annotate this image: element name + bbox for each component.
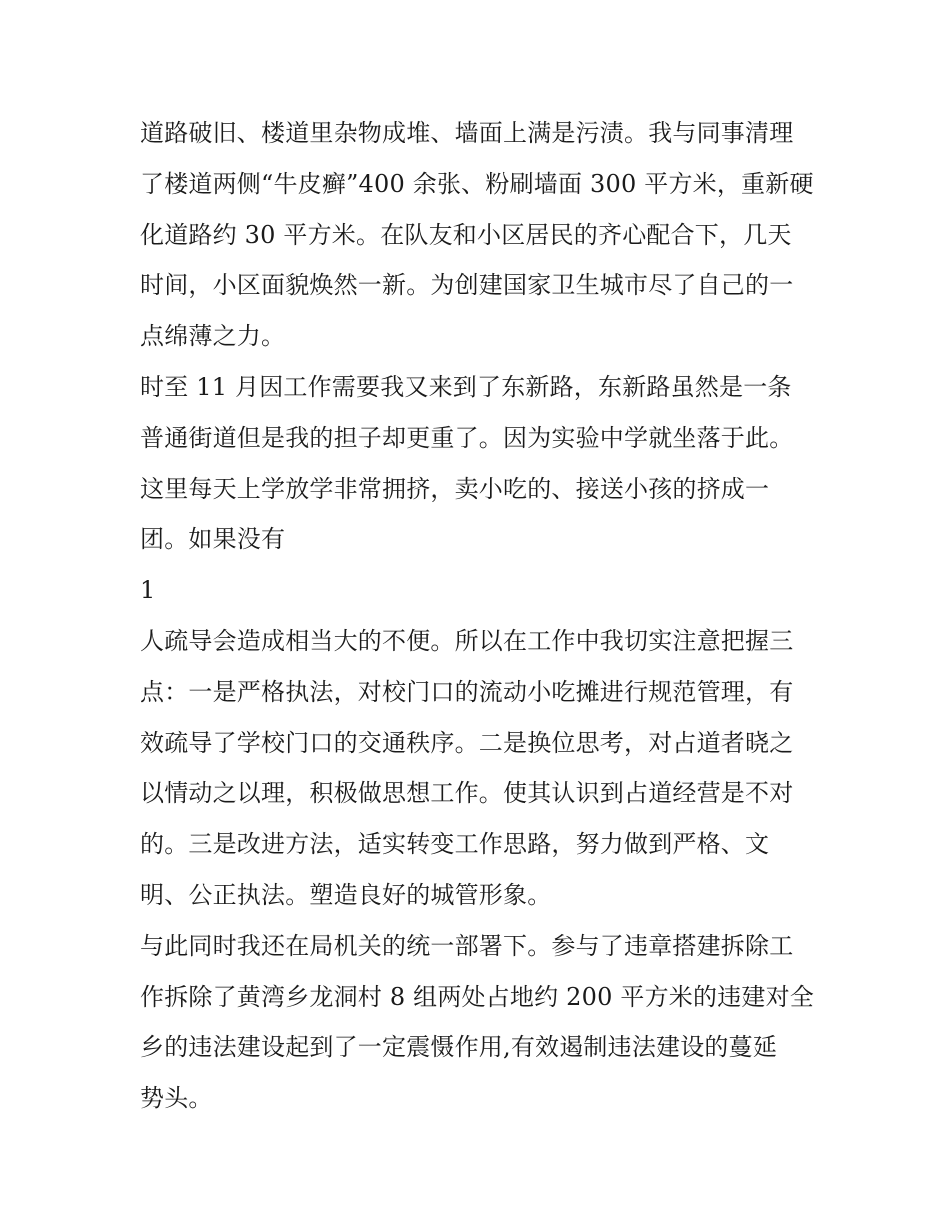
text-line: 时至 11 月因工作需要我又来到了东新路，东新路虽然是一条 <box>140 372 792 401</box>
text-line: 作拆除了黄湾乡龙洞村 8 组两处占地约 200 平方米的违建对全 <box>140 982 814 1011</box>
text-line: 效疏导了学校门口的交通秩序。二是换位思考，对占道者晓之 <box>140 728 794 757</box>
text-line: 以情动之以理，积极做思想工作。使其认识到占道经营是不对 <box>140 779 794 808</box>
text-line: 普通街道但是我的担子却更重了。因为实验中学就坐落于此。 <box>140 423 794 452</box>
text-line: 这里每天上学放学非常拥挤，卖小吃的、接送小孩的挤成一 <box>140 474 770 503</box>
text-line: 人疏导会造成相当大的不便。所以在工作中我切实注意把握三 <box>140 626 794 655</box>
page-number: 1 <box>140 576 156 605</box>
document-body <box>140 108 820 1124</box>
text-line: 点绵薄之力。 <box>140 322 286 351</box>
text-line: 了楼道两侧“牛皮癣”400 余张、粉刷墙面 300 平方米，重新硬 <box>140 169 814 198</box>
text-line: 势头。 <box>140 1084 213 1113</box>
text-line: 道路破旧、楼道里杂物成堆、墙面上满是污渍。我与同事清理 <box>140 119 794 147</box>
text-line: 的。三是改进方法，适实转变工作思路，努力做到严格、文 <box>140 830 770 859</box>
text-line: 明、公正执法。塑造良好的城管形象。 <box>140 880 552 909</box>
text-line: 点：一是严格执法，对校门口的流动小吃摊进行规范管理，有 <box>140 677 794 706</box>
text-line: 与此同时我还在局机关的统一部署下。参与了违章搭建拆除工 <box>140 931 794 960</box>
text-line: 化道路约 30 平方米。在队友和小区居民的齐心配合下，几天 <box>140 220 792 249</box>
text-line: 时间，小区面貌焕然一新。为创建国家卫生城市尽了自己的一 <box>140 271 794 300</box>
text-line: 团。如果没有 <box>140 525 286 554</box>
text-line: 乡的违法建设起到了一定震慑作用,有效遏制违法建设的蔓延 <box>140 1033 778 1062</box>
